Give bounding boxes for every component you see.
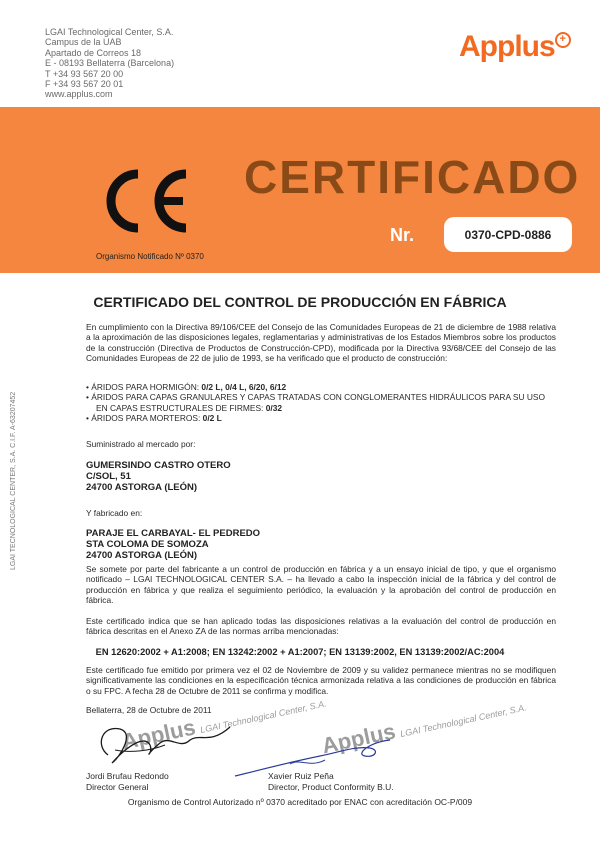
list-item: • ÁRIDOS PARA HORMIGÓN: 0/2 L, 0/4 L, 6/20, 6/12 (86, 382, 287, 392)
factory-address: PARAJE EL CARBAYAL- EL PEDREDO STA COLOMA DE SOMOZA 24700 ASTORGA (LEÓN) (86, 528, 261, 561)
address-line: F +34 93 567 20 01 (45, 79, 124, 90)
signatory-role: Director General (86, 782, 149, 792)
signatory-1 (86, 771, 169, 793)
signatory-role: Director, Product Conformity B.U. (268, 782, 394, 792)
logo-text: Applus (459, 30, 555, 63)
signature-1 (90, 715, 240, 770)
signatory-name: Jordi Brufau Redondo (86, 771, 169, 781)
footer-accreditation: Organismo de Control Autorizado nº 0370 acreditado por ENAC con acreditación OC-P/009 (127, 797, 473, 807)
address-line: LGAI Technological Center, S.A. (45, 27, 174, 37)
ce-mark-icon (98, 168, 193, 234)
address-line: www.applus.com (45, 89, 113, 100)
address-line: Apartado de Correos 18 (45, 47, 142, 58)
control-paragraph: Se somete por parte del fabricante a un control de producción en fábrica y a un ensayo inicial de tipo, y que el organismo notificado – LGAI TECHNOLOGICAL CENTER S.A. – ha llevado a cabo la inspección inicial de la fábrica y del control de producción en fábrica y que realiza el seguimiento periódico, la evaluación y la aprobación del control de producción en fábrica. (86, 564, 556, 605)
intro-paragraph: En cumplimiento con la Directiva 89/106/CEE del Consejo de las Comunidades Europeas de 21 de diciembre de 1988 relativa a la aproximación de las disposiciones legales, reglamentarias y administrativas de los Estados Miembros sobre los productos de la construcción (Directiva de Productos de Construcción-CPD), modificada por la Directiva 93/68/CEE del Consejo de las Comunidades Europeas de 22 de julio de 1993, se ha verificado que el producto de construcción: (86, 322, 556, 363)
organismo-notificado: Organismo Notificado Nº 0370 (96, 252, 204, 261)
product-list (86, 382, 556, 423)
supplier-address: GUMERSINDO CASTRO OTERO C/SOL, 51 24700 ASTORGA (LEÓN) (86, 460, 231, 493)
list-item: • ÁRIDOS PARA MORTEROS: 0/2 L (86, 412, 222, 423)
address-line: Campus de la UAB (45, 37, 122, 48)
signatory-name: Xavier Ruiz Peña (268, 771, 334, 781)
company-stamp: Applus LGAI Technological Center, S.A. (319, 702, 528, 759)
plus-icon: + (555, 32, 571, 48)
place-date: Bellaterra, 28 de Octubre de 2011 (86, 705, 212, 715)
certificate-title: CERTIFICADO (244, 151, 581, 203)
document-heading: CERTIFICADO DEL CONTROL DE PRODUCCIÓN EN FÁBRICA (93, 294, 507, 310)
address-line: E - 08193 Bellaterra (Barcelona) (45, 58, 175, 69)
emitido-paragraph: Este certificado fue emitido por primera vez el 02 de Noviembre de 2009 y su validez permanece mientras no se modifiquen significativamente las condiciones en la especificación técnica armonizada relativa a las condiciones de producción en fábrica o su FPC. A fecha 28 de Octubre de 2011 se confirma y modifica. (86, 665, 556, 696)
list-item: • ÁRIDOS PARA CAPAS GRANULARES Y CAPAS TRATADAS CON CONGLOMERANTES HIDRÁULICOS PARA SU USO EN CAPAS ESTRUCTURALES DE FIRMES: 0/32 (86, 392, 546, 413)
indica-paragraph: Este certificado indica que se han aplicado todas las disposiciones relativas a la evaluación del control de producción en fábrica descritas en el Anexo ZA de las normas arriba mencionadas: (86, 616, 556, 637)
applus-logo (459, 30, 571, 64)
signatory-2 (268, 771, 394, 793)
made-label: Y fabricado en: (86, 508, 143, 518)
nr-label: Nr. (390, 225, 415, 245)
address-block (45, 27, 174, 100)
certificate-number: 0370-CPD-0886 (444, 217, 572, 252)
norms-line: EN 12620:2002 + A1:2008; EN 13242:2002 + A1:2007; EN 13139:2002, EN 13139:2002/AC:2004 (95, 647, 505, 657)
address-line: T +34 93 567 20 00 (45, 68, 124, 79)
supplied-label: Suministrado al mercado por: (86, 439, 196, 449)
company-stamp: Applus LGAI Technological Center, S.A. (119, 698, 328, 755)
side-legal-text: LGAI TECNOLOGICAL CENTER, S.A. C.I.F. A-63207452 (10, 391, 17, 570)
